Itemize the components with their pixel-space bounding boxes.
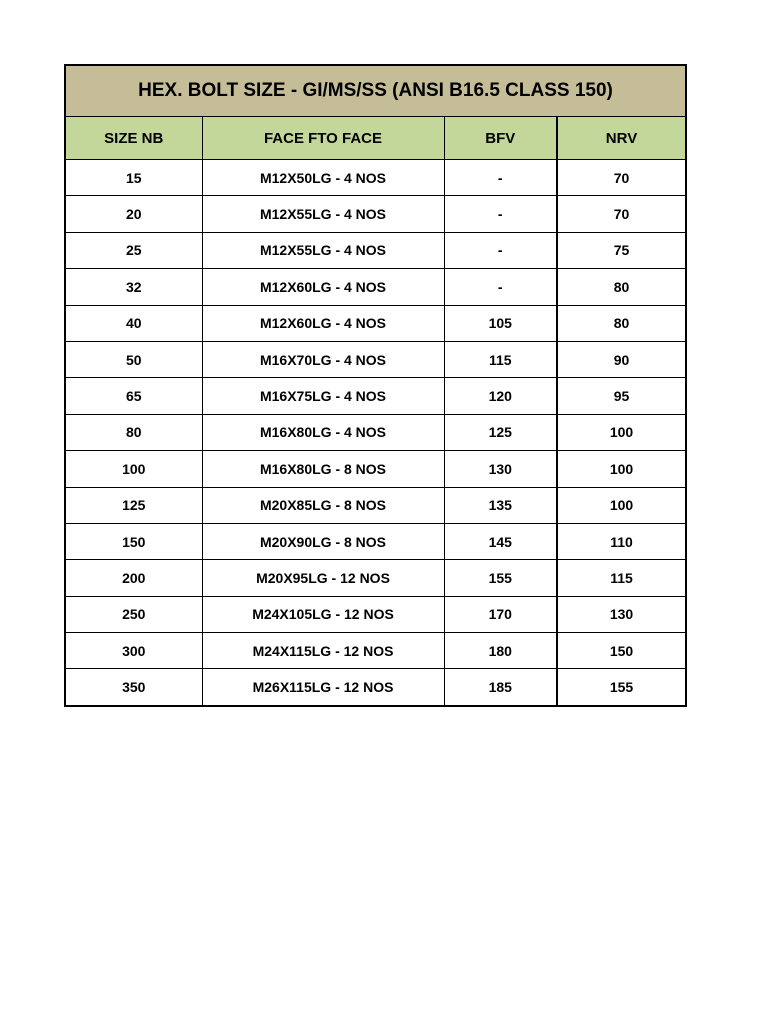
cell-nrv: 75 — [557, 232, 685, 268]
cell-bfv: - — [444, 196, 557, 232]
table-row — [66, 560, 685, 596]
cell-face-to-face: M12X55LG - 4 NOS — [202, 232, 444, 268]
table-row — [66, 378, 685, 414]
table-row — [66, 414, 685, 450]
cell-face-to-face: M20X90LG - 8 NOS — [202, 523, 444, 559]
cell-nrv: 70 — [557, 196, 685, 232]
cell-face-to-face: M16X70LG - 4 NOS — [202, 341, 444, 377]
cell-nrv: 90 — [557, 341, 685, 377]
cell-bfv: 185 — [444, 669, 557, 705]
cell-size-nb: 350 — [66, 669, 202, 705]
table-row — [66, 487, 685, 523]
table-row — [66, 523, 685, 559]
cell-size-nb: 150 — [66, 523, 202, 559]
cell-bfv: 145 — [444, 523, 557, 559]
table-body — [66, 160, 685, 705]
column-header-size-nb: SIZE NB — [66, 117, 202, 160]
column-header-nrv: NRV — [557, 117, 685, 160]
cell-face-to-face: M26X115LG - 12 NOS — [202, 669, 444, 705]
cell-bfv: 155 — [444, 560, 557, 596]
cell-nrv: 100 — [557, 414, 685, 450]
cell-bfv: 115 — [444, 341, 557, 377]
table-row — [66, 232, 685, 268]
cell-size-nb: 80 — [66, 414, 202, 450]
cell-size-nb: 100 — [66, 451, 202, 487]
bolt-size-sheet — [64, 64, 687, 707]
table-row — [66, 160, 685, 196]
table-row — [66, 669, 685, 705]
cell-bfv: - — [444, 160, 557, 196]
cell-size-nb: 300 — [66, 633, 202, 669]
cell-size-nb: 250 — [66, 596, 202, 632]
cell-size-nb: 50 — [66, 341, 202, 377]
cell-nrv: 150 — [557, 633, 685, 669]
column-header-bfv: BFV — [444, 117, 557, 160]
title-row — [66, 66, 685, 117]
table-row — [66, 596, 685, 632]
bolt-size-table — [66, 66, 685, 705]
cell-bfv: 125 — [444, 414, 557, 450]
cell-bfv: 105 — [444, 305, 557, 341]
cell-nrv: 155 — [609, 679, 634, 696]
cell-bfv: 170 — [444, 596, 557, 632]
cell-size-nb: 200 — [66, 560, 202, 596]
cell-bfv: 180 — [444, 633, 557, 669]
cell-size-nb: 125 — [66, 487, 202, 523]
cell-face-to-face: M12X50LG - 4 NOS — [202, 160, 444, 196]
table-row — [66, 341, 685, 377]
cell-face-to-face: M16X80LG - 4 NOS — [202, 414, 444, 450]
cell-face-to-face: M24X115LG - 12 NOS — [202, 633, 444, 669]
cell-size-nb: 25 — [66, 232, 202, 268]
cell-nrv: 80 — [557, 269, 685, 305]
table-title: HEX. BOLT SIZE - GI/MS/SS (ANSI B16.5 CLASS 150) — [66, 66, 685, 117]
cell-size-nb: 65 — [66, 378, 202, 414]
cell-face-to-face: M16X80LG - 8 NOS — [202, 451, 444, 487]
cell-size-nb: 32 — [66, 269, 202, 305]
cell-bfv: 135 — [444, 487, 557, 523]
cell-size-nb: 15 — [66, 160, 202, 196]
cell-size-nb: 20 — [66, 196, 202, 232]
table-row — [66, 269, 685, 305]
cell-face-to-face: M12X55LG - 4 NOS — [202, 196, 444, 232]
cell-nrv: 80 — [557, 305, 685, 341]
cell-nrv: 95 — [557, 378, 685, 414]
cell-bfv: - — [444, 232, 557, 268]
header-row — [66, 117, 685, 160]
cell-nrv: 70 — [557, 160, 685, 196]
cell-nrv: 100 — [557, 451, 685, 487]
cell-nrv: 115 — [557, 560, 685, 596]
table-row — [66, 196, 685, 232]
cell-face-to-face: M12X60LG - 4 NOS — [202, 305, 444, 341]
cell-nrv: 100 — [557, 487, 685, 523]
cell-nrv: 130 — [557, 596, 685, 632]
cell-face-to-face: M20X95LG - 12 NOS — [202, 560, 444, 596]
cell-face-to-face: M20X85LG - 8 NOS — [202, 487, 444, 523]
table-row — [66, 451, 685, 487]
table-row — [66, 305, 685, 341]
cell-face-to-face: M16X75LG - 4 NOS — [202, 378, 444, 414]
cell-bfv: - — [444, 269, 557, 305]
cell-face-to-face: M24X105LG - 12 NOS — [202, 596, 444, 632]
cell-nrv: 110 — [557, 523, 685, 559]
table-row — [66, 633, 685, 669]
cell-bfv: 120 — [444, 378, 557, 414]
column-header-face-to-face: FACE FTO FACE — [202, 117, 444, 160]
cell-bfv: 130 — [444, 451, 557, 487]
cell-face-to-face: M12X60LG - 4 NOS — [202, 269, 444, 305]
cell-size-nb: 40 — [66, 305, 202, 341]
